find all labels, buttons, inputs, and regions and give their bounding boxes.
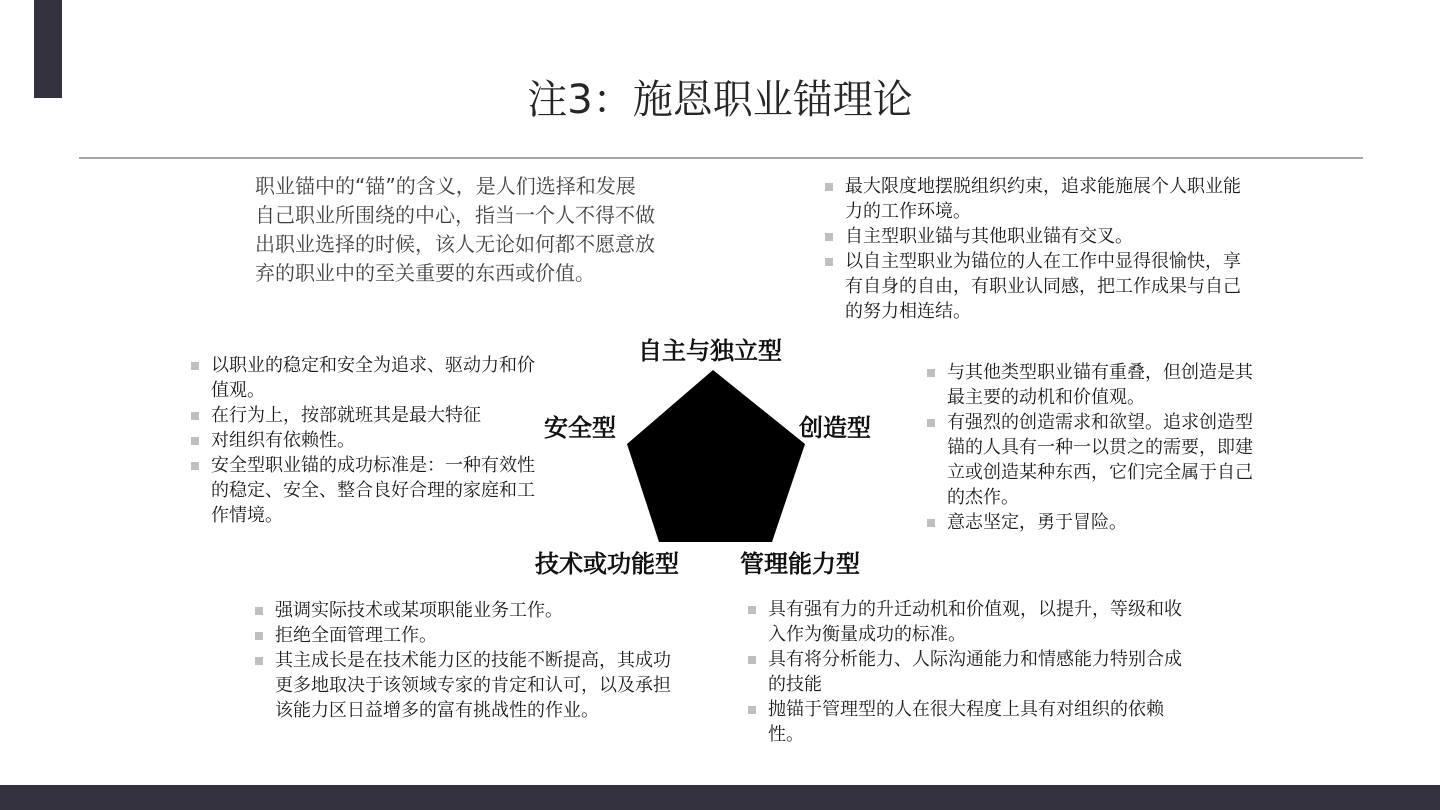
- list-item: 具有强有力的升迁动机和价值观，以提升，等级和收入作为衡量成功的标准。: [748, 597, 1198, 647]
- list-item: 具有将分析能力、人际沟通能力和情感能力特别合成的技能: [748, 647, 1198, 697]
- list-item: 以自主型职业为锚位的人在工作中显得很愉快，享有自身的自由，有职业认同感，把工作成果与自己的努力相连结。: [825, 249, 1255, 324]
- list-item: 与其他类型职业锚有重叠，但创造是其最主要的动机和价值观。: [927, 360, 1267, 410]
- technical-bullet-list: [255, 598, 685, 723]
- list-item: 抛锚于管理型的人在很大程度上具有对组织的依赖性。: [748, 697, 1198, 747]
- list-item: 以职业的稳定和安全为追求、驱动力和价值观。: [191, 353, 541, 403]
- footer-bar: [0, 785, 1440, 810]
- intro-line: 出职业选择的时候，该人无论如何都不愿意放: [255, 232, 655, 256]
- list-item: 安全型职业锚的成功标准是：一种有效性的稳定、安全、整合良好合理的家庭和工作情境。: [191, 453, 541, 528]
- list-item: 最大限度地摆脱组织约束，追求能施展个人职业能力的工作环境。: [825, 174, 1255, 224]
- list-item: 意志坚定，勇于冒险。: [927, 510, 1267, 535]
- intro-line: 弃的职业中的至关重要的东西或价值。: [255, 261, 595, 285]
- intro-paragraph: [255, 172, 745, 288]
- list-item: 对组织有依赖性。: [191, 428, 541, 453]
- pentagon-diagram: [600, 360, 840, 560]
- pentagon-shape: [627, 370, 805, 542]
- list-item: 有强烈的创造需求和欲望。追求创造型锚的人具有一种一以贯之的需要，即建立或创造某种东西，它们完全属于自己的杰作。: [927, 410, 1267, 510]
- management-bullet-list: [748, 597, 1198, 747]
- intro-line: 自己职业所围绕的中心，指当一个人不得不做: [255, 203, 655, 227]
- list-item: 自主型职业锚与其他职业锚有交叉。: [825, 224, 1255, 249]
- pentagon-label-security: 安全型: [544, 414, 616, 442]
- pentagon-label-technical: 技术或功能型: [535, 550, 679, 578]
- list-item: 在行为上，按部就班其是最大特征: [191, 403, 541, 428]
- pentagon-label-creativity: 创造型: [799, 414, 871, 442]
- intro-line: 职业锚中的“锚”的含义，是人们选择和发展: [255, 174, 636, 198]
- pentagon-label-autonomy: 自主与独立型: [638, 337, 782, 365]
- title-divider: [79, 157, 1363, 159]
- security-bullet-list: [191, 353, 541, 528]
- pentagon-label-management: 管理能力型: [740, 550, 860, 578]
- list-item: 拒绝全面管理工作。: [255, 623, 685, 648]
- autonomy-bullet-list: [825, 174, 1255, 324]
- slide-title: 注3：施恩职业锚理论: [527, 77, 913, 123]
- creativity-bullet-list: [927, 360, 1267, 535]
- list-item: 强调实际技术或某项职能业务工作。: [255, 598, 685, 623]
- list-item: 其主成长是在技术能力区的技能不断提高，其成功更多地取决于该领域专家的肯定和认可，以及承担该能力区日益增多的富有挑战性的作业。: [255, 648, 685, 723]
